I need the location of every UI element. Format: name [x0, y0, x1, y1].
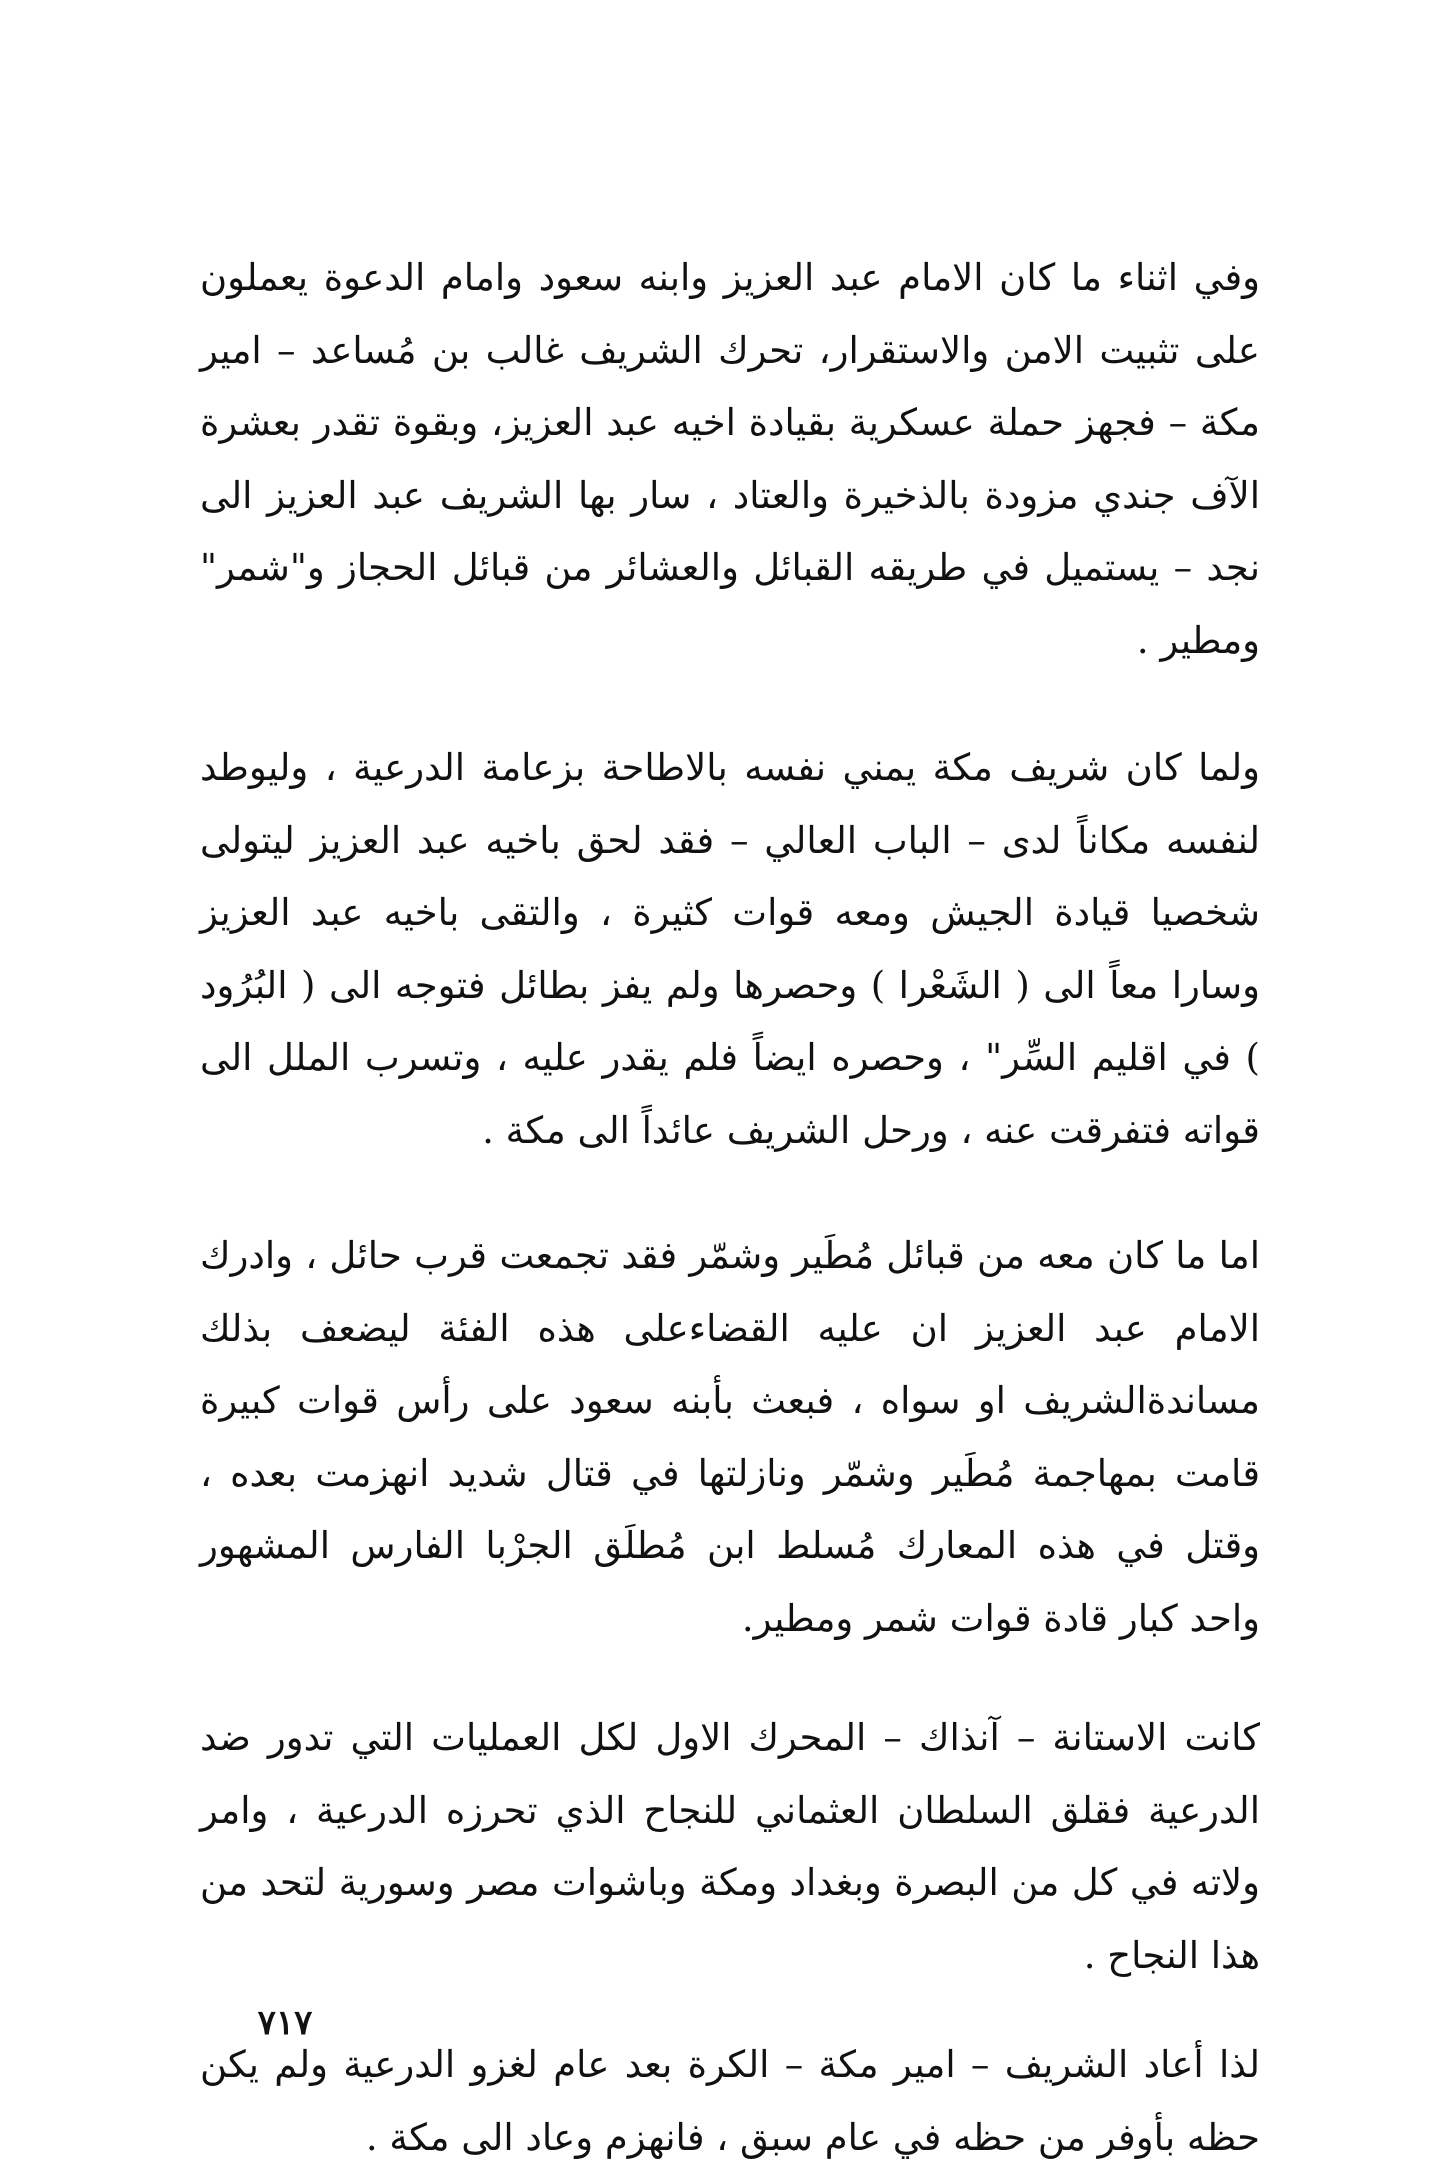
body-text [200, 242, 1260, 2174]
paragraph-1: وفي اثناء ما كان الامام عبد العزيز وابنه سعود وامام الدعوة يعملون على تثبيت الامن والاستقرار، تحرك الشريف غالب بن مُساعد – امير مكة – فجهز حملة عسكرية بقيادة اخيه عبد العزيز، وبقوة تقدر بعشرة الآف جندي مزودة بالذخيرة والعتاد ، سار بها الشريف عبد العزيز الى نجد – يستميل في طريقه القبائل والعشائر من قبائل الحجاز و"شمر" ومطير . [200, 256, 1260, 662]
paragraph-3: اما ما كان معه من قبائل مُطَير وشمّر فقد تجمعت قرب حائل ، وادرك الامام عبد العزيز ان عليه القضاءعلى هذه الفئة ليضعف بذلك مساندةالشريف او سواه ، فبعث بأبنه سعود على رأس قوات كبيرة قامت بمهاجمة مُطَير وشمّر ونازلتها في قتال شديد انهزمت بعده ، وقتل في هذه المعارك مُسلط ابن مُطلَق الجرْبا الفارس المشهور واحد كبار قادة قوات شمر ومطير. [200, 1234, 1260, 1640]
paragraph-5: لذا أعاد الشريف – امير مكة – الكرة بعد عام لغزو الدرعية ولم يكن حظه بأوفر من حظه في عام سبق ، فانهزم وعاد الى مكة . [200, 2043, 1260, 2159]
paragraph-2: ولما كان شريف مكة يمني نفسه بالاطاحة بزعامة الدرعية ، وليوطد لنفسه مكاناً لدى – الباب العالي – فقد لحق باخيه عبد العزيز ليتولى شخصيا قيادة الجيش ومعه قوات كثيرة ، والتقى باخيه عبد العزيز وسارا معاً الى ( الشَعْرا ) وحصرها ولم يفز بطائل فتوجه الى ( البُرُود ) في اقليم السِّر" ، وحصره ايضاً فلم يقدر عليه ، وتسرب الملل الى قواته فتفرقت عنه ، ورحل الشريف عائداً الى مكة . [200, 746, 1260, 1152]
paragraph-4: كانت الاستانة – آنذاك – المحرك الاول لكل العمليات التي تدور ضد الدرعية فقلق السلطان العثماني للنجاح الذي تحرزه الدرعية ، وامر ولاته في كل من البصرة وبغداد ومكة وباشوات مصر وسورية لتحد من هذا النجاح . [200, 1716, 1260, 1977]
page-number: ٧١٧ [257, 2003, 313, 2043]
